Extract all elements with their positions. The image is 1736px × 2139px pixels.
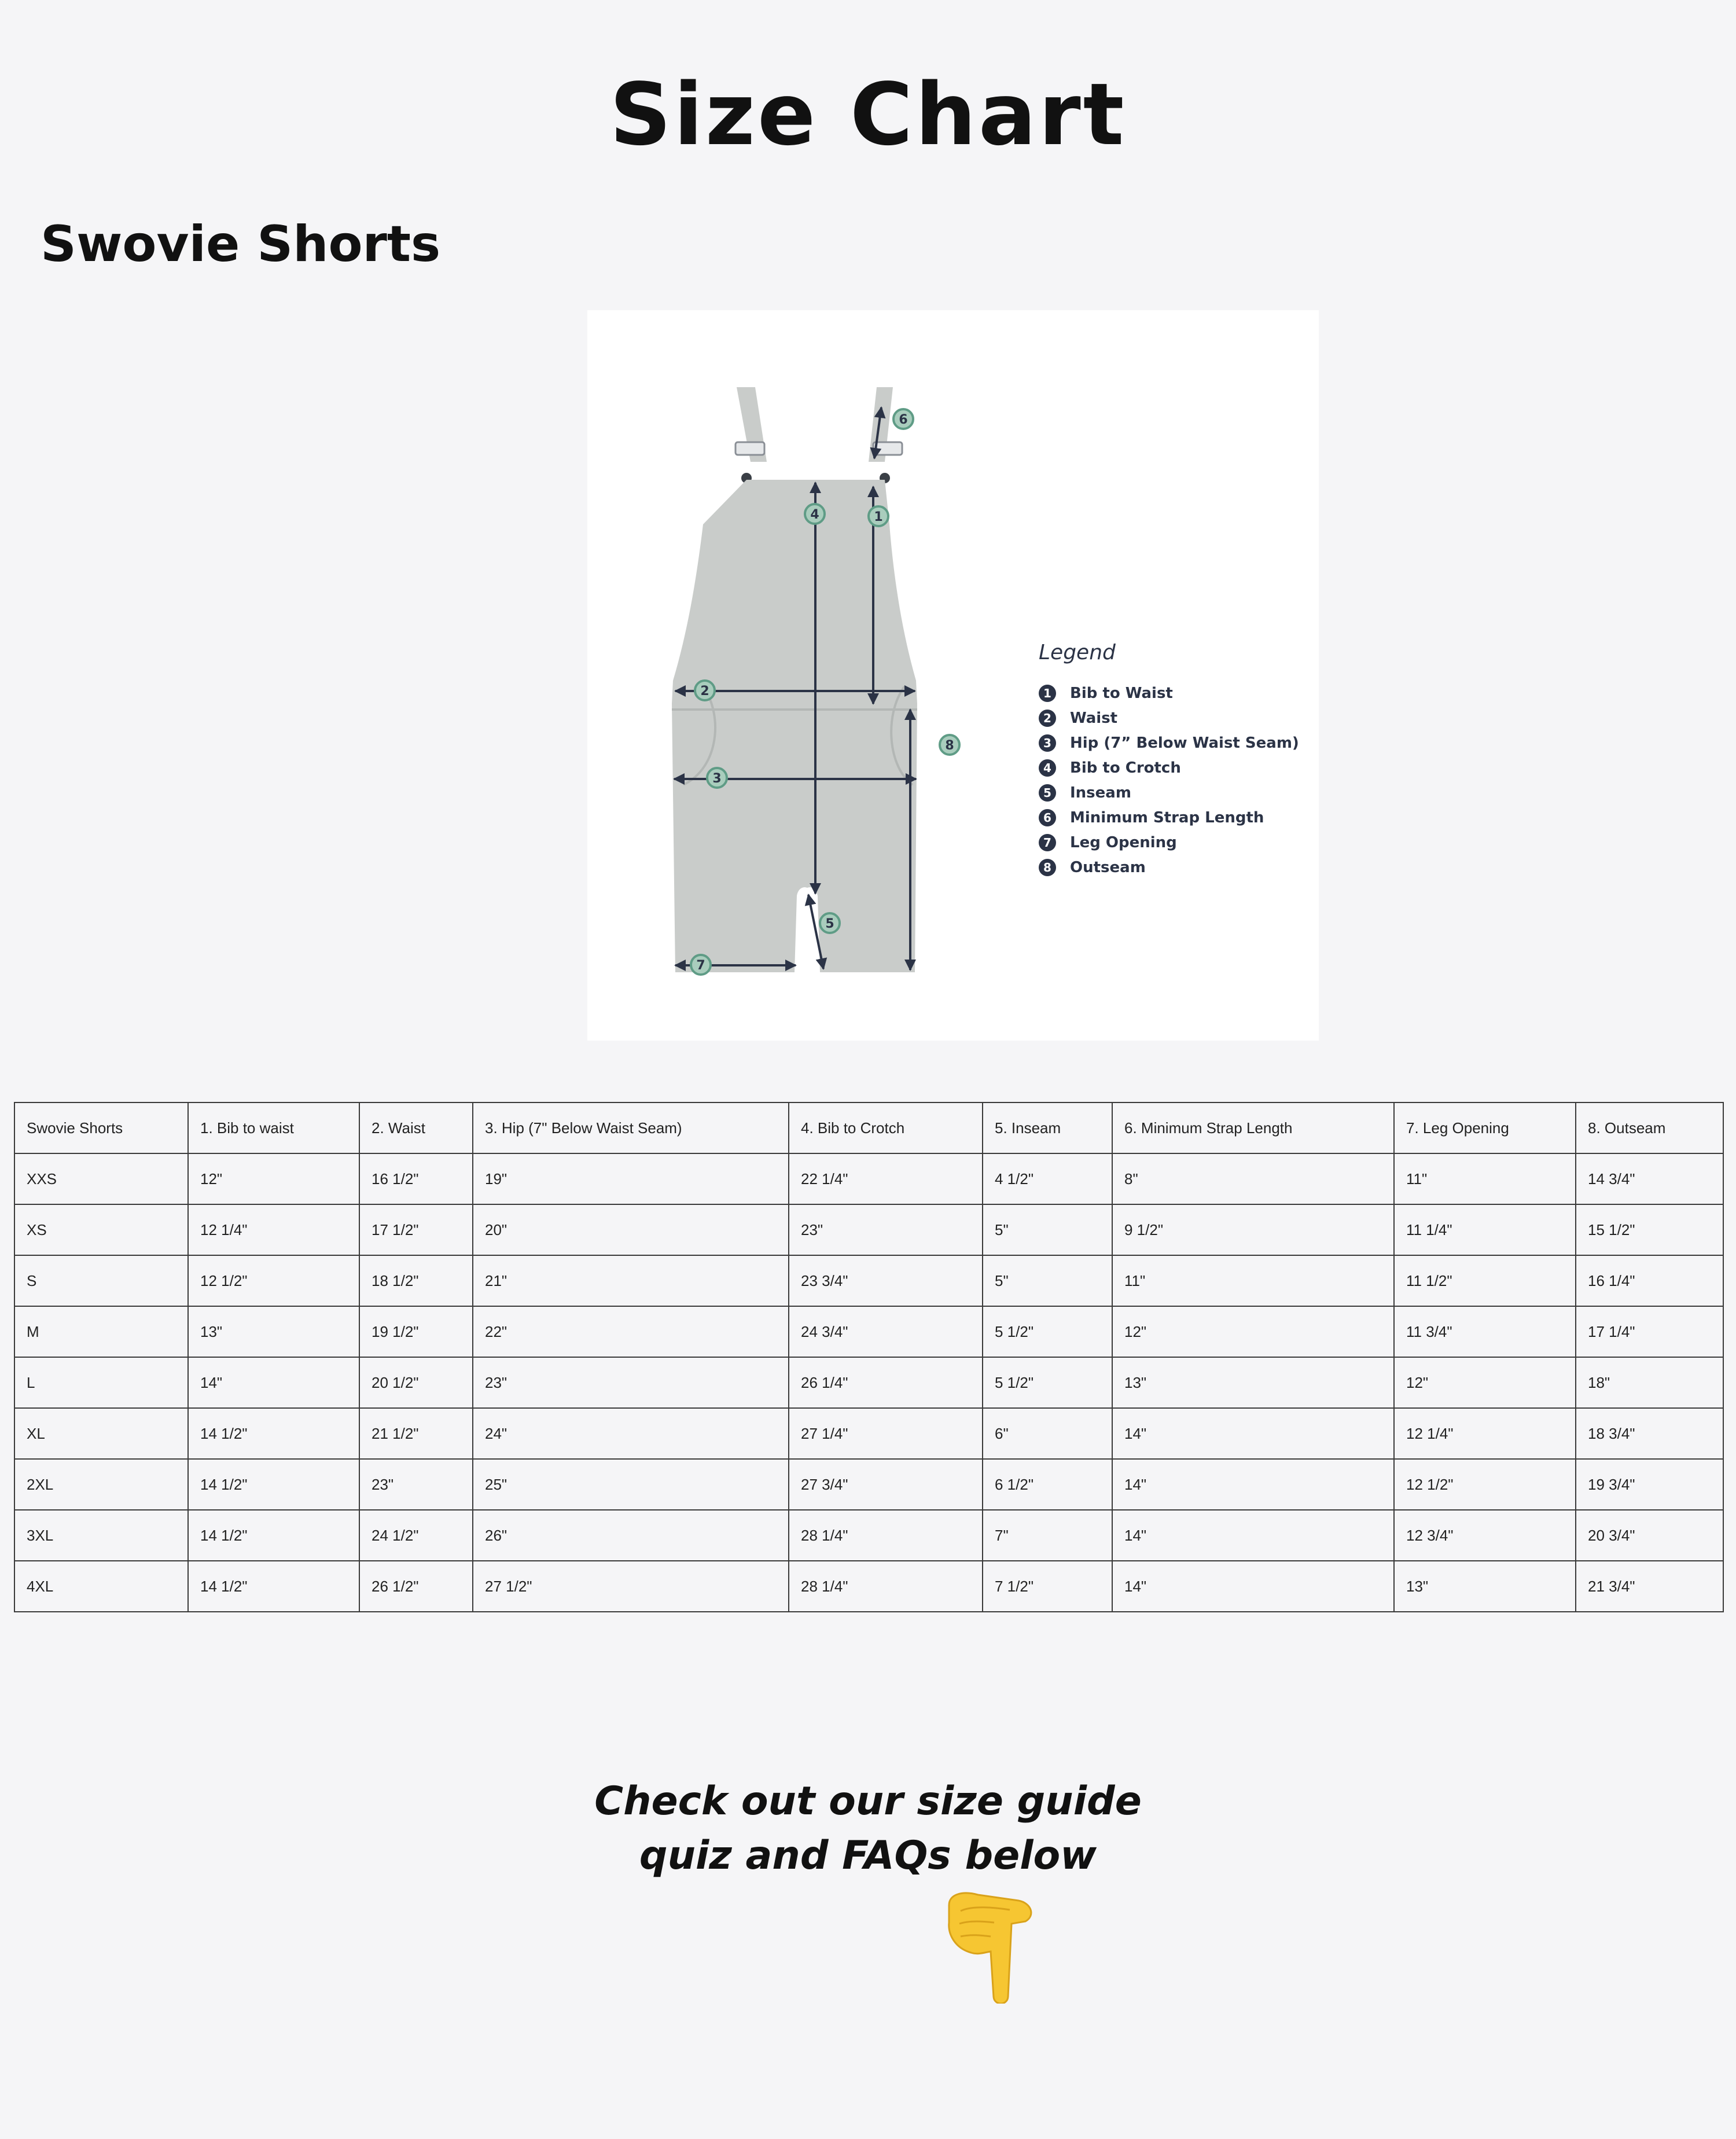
svg-text:6: 6: [899, 413, 908, 427]
measurement-cell: 5": [983, 1204, 1112, 1255]
table-row: [14, 1459, 1723, 1510]
size-label-cell: S: [14, 1255, 188, 1306]
measurement-cell: 18": [1576, 1357, 1723, 1408]
measurement-cell: 23 3/4": [789, 1255, 983, 1306]
measurement-cell: 20 3/4": [1576, 1510, 1723, 1561]
legend-number-badge: 2: [1039, 710, 1056, 727]
measurement-cell: 23": [359, 1459, 473, 1510]
measurement-cell: 18 1/2": [359, 1255, 473, 1306]
cta-line-2: quiz and FAQs below: [639, 1833, 1097, 1879]
measurement-cell: 28 1/4": [789, 1510, 983, 1561]
svg-text:2: 2: [700, 684, 709, 699]
legend-label: Leg Opening: [1070, 833, 1177, 851]
measurement-cell: 5 1/2": [983, 1357, 1112, 1408]
marker-3: [707, 768, 727, 788]
measurement-cell: 12": [1112, 1306, 1394, 1357]
size-table: [14, 1102, 1724, 1612]
table-header-cell: 4. Bib to Crotch: [789, 1102, 983, 1153]
marker-8: [940, 735, 959, 755]
size-diagram: [587, 310, 1319, 1041]
measurement-cell: 12 1/2": [188, 1255, 359, 1306]
measurement-cell: 13": [1394, 1561, 1576, 1612]
measurement-cell: 9 1/2": [1112, 1204, 1394, 1255]
measurement-cell: 27 1/2": [473, 1561, 789, 1612]
left-buckle: [735, 442, 764, 455]
measurement-cell: 14 3/4": [1576, 1153, 1723, 1204]
measurement-cell: 12": [188, 1153, 359, 1204]
legend-number-badge: 7: [1039, 834, 1056, 851]
measurement-cell: 8": [1112, 1153, 1394, 1204]
table-row: [14, 1510, 1723, 1561]
measurement-cell: 17 1/4": [1576, 1306, 1723, 1357]
measurement-cell: 23": [789, 1204, 983, 1255]
measurement-cell: 6": [983, 1408, 1112, 1459]
table-row: [14, 1255, 1723, 1306]
measurement-cell: 11": [1112, 1255, 1394, 1306]
table-row: [14, 1204, 1723, 1255]
legend-number-badge: 8: [1039, 859, 1056, 876]
legend-item: [1039, 705, 1299, 730]
measurement-cell: 12 1/4": [1394, 1408, 1576, 1459]
measurement-cell: 19": [473, 1153, 789, 1204]
size-label-cell: 2XL: [14, 1459, 188, 1510]
cta-line-1: Check out our size guide: [594, 1778, 1142, 1824]
measurement-cell: 11 1/4": [1394, 1204, 1576, 1255]
measurement-cell: 17 1/2": [359, 1204, 473, 1255]
measurement-cell: 11 3/4": [1394, 1306, 1576, 1357]
measurement-cell: 14": [1112, 1408, 1394, 1459]
table-header-cell: Swovie Shorts: [14, 1102, 188, 1153]
measurement-cell: 22": [473, 1306, 789, 1357]
right-buckle: [873, 442, 902, 455]
legend-label: Minimum Strap Length: [1070, 808, 1264, 826]
legend-label: Hip (7” Below Waist Seam): [1070, 734, 1299, 752]
marker-5: [820, 913, 840, 933]
measurement-cell: 14 1/2": [188, 1561, 359, 1612]
marker-6: [893, 409, 913, 429]
measurement-cell: 21 3/4": [1576, 1561, 1723, 1612]
legend-item: [1039, 755, 1299, 780]
measurement-cell: 28 1/4": [789, 1561, 983, 1612]
size-label-cell: L: [14, 1357, 188, 1408]
table-header-cell: 7. Leg Opening: [1394, 1102, 1576, 1153]
measurement-cell: 21": [473, 1255, 789, 1306]
svg-text:4: 4: [810, 508, 819, 522]
legend-label: Bib to Waist: [1070, 684, 1173, 702]
measurement-cell: 19 3/4": [1576, 1459, 1723, 1510]
size-label-cell: XS: [14, 1204, 188, 1255]
svg-text:5: 5: [825, 917, 834, 931]
svg-text:8: 8: [945, 738, 954, 753]
measurement-cell: 15 1/2": [1576, 1204, 1723, 1255]
measurement-cell: 23": [473, 1357, 789, 1408]
legend-number-badge: 6: [1039, 809, 1056, 826]
measurement-cell: 12 3/4": [1394, 1510, 1576, 1561]
measurement-cell: 14 1/2": [188, 1510, 359, 1561]
measurement-cell: 7 1/2": [983, 1561, 1112, 1612]
measurement-cell: 27 1/4": [789, 1408, 983, 1459]
svg-text:1: 1: [874, 510, 883, 524]
measurement-cell: 14": [1112, 1459, 1394, 1510]
marker-1: [869, 506, 888, 526]
table-header-row: [14, 1102, 1723, 1153]
size-label-cell: XL: [14, 1408, 188, 1459]
size-label-cell: 4XL: [14, 1561, 188, 1612]
measurement-cell: 4 1/2": [983, 1153, 1112, 1204]
legend-title: Legend: [1039, 641, 1116, 664]
table-header-cell: 8. Outseam: [1576, 1102, 1723, 1153]
legend-label: Outseam: [1070, 858, 1146, 876]
table-row: [14, 1408, 1723, 1459]
legend-item: [1039, 805, 1299, 830]
measurement-cell: 6 1/2": [983, 1459, 1112, 1510]
table-row: [14, 1153, 1723, 1204]
marker-4: [805, 504, 825, 524]
measurement-cell: 14 1/2": [188, 1408, 359, 1459]
overalls-body: [672, 480, 917, 972]
legend-number-badge: 5: [1039, 784, 1056, 802]
legend-label: Inseam: [1070, 784, 1131, 802]
size-label-cell: 3XL: [14, 1510, 188, 1561]
measurement-cell: 26 1/4": [789, 1357, 983, 1408]
measurement-cell: 11 1/2": [1394, 1255, 1576, 1306]
legend-number-badge: 4: [1039, 759, 1056, 777]
legend-item: [1039, 730, 1299, 755]
svg-text:3: 3: [712, 771, 722, 786]
legend-item: [1039, 780, 1299, 805]
measurement-cell: 16 1/4": [1576, 1255, 1723, 1306]
measurement-cell: 24 1/2": [359, 1510, 473, 1561]
table-header-cell: 1. Bib to waist: [188, 1102, 359, 1153]
measurement-cell: 13": [188, 1306, 359, 1357]
table-header-cell: 2. Waist: [359, 1102, 473, 1153]
table-header-cell: 3. Hip (7" Below Waist Seam): [473, 1102, 789, 1153]
measurement-cell: 26": [473, 1510, 789, 1561]
svg-text:7: 7: [696, 958, 705, 973]
diagram-legend: [1039, 640, 1299, 880]
table-row: [14, 1357, 1723, 1408]
measurement-cell: 12": [1394, 1357, 1576, 1408]
legend-label: Waist: [1070, 709, 1118, 727]
legend-number-badge: 3: [1039, 734, 1056, 752]
measurement-cell: 18 3/4": [1576, 1408, 1723, 1459]
measurement-cell: 12 1/4": [188, 1204, 359, 1255]
measurement-cell: 22 1/4": [789, 1153, 983, 1204]
measurement-cell: 5 1/2": [983, 1306, 1112, 1357]
measurement-cell: 20 1/2": [359, 1357, 473, 1408]
measurement-cell: 12 1/2": [1394, 1459, 1576, 1510]
legend-item: [1039, 830, 1299, 855]
legend-item: [1039, 681, 1299, 705]
measurement-cell: 14": [1112, 1561, 1394, 1612]
faq-callout: [0, 1774, 1736, 1883]
measurement-cell: 11": [1394, 1153, 1576, 1204]
size-label-cell: XXS: [14, 1153, 188, 1204]
table-row: [14, 1306, 1723, 1357]
measurement-cell: 5": [983, 1255, 1112, 1306]
measurement-cell: 20": [473, 1204, 789, 1255]
marker-2: [695, 681, 715, 700]
measurement-cell: 14 1/2": [188, 1459, 359, 1510]
measurement-cell: 24 3/4": [789, 1306, 983, 1357]
measurement-cell: 27 3/4": [789, 1459, 983, 1510]
measurement-cell: 14": [188, 1357, 359, 1408]
measurement-cell: 7": [983, 1510, 1112, 1561]
legend-item: [1039, 855, 1299, 880]
measurement-cell: 19 1/2": [359, 1306, 473, 1357]
legend-label: Bib to Crotch: [1070, 759, 1181, 777]
product-title: Swovie Shorts: [41, 215, 441, 273]
measurement-cell: 24": [473, 1408, 789, 1459]
legend-number-badge: 1: [1039, 685, 1056, 702]
measurement-cell: 13": [1112, 1357, 1394, 1408]
page-title: Size Chart: [609, 65, 1127, 164]
measurement-cell: 26 1/2": [359, 1561, 473, 1612]
measurement-cell: 14": [1112, 1510, 1394, 1561]
table-row: [14, 1561, 1723, 1612]
measurement-cell: 21 1/2": [359, 1408, 473, 1459]
table-header-cell: 5. Inseam: [983, 1102, 1112, 1153]
size-label-cell: M: [14, 1306, 188, 1357]
marker-7: [691, 955, 711, 975]
pointing-down-hand-icon: [937, 1888, 1042, 2004]
measurement-cell: 16 1/2": [359, 1153, 473, 1204]
measurement-cell: 25": [473, 1459, 789, 1510]
table-header-cell: 6. Minimum Strap Length: [1112, 1102, 1394, 1153]
